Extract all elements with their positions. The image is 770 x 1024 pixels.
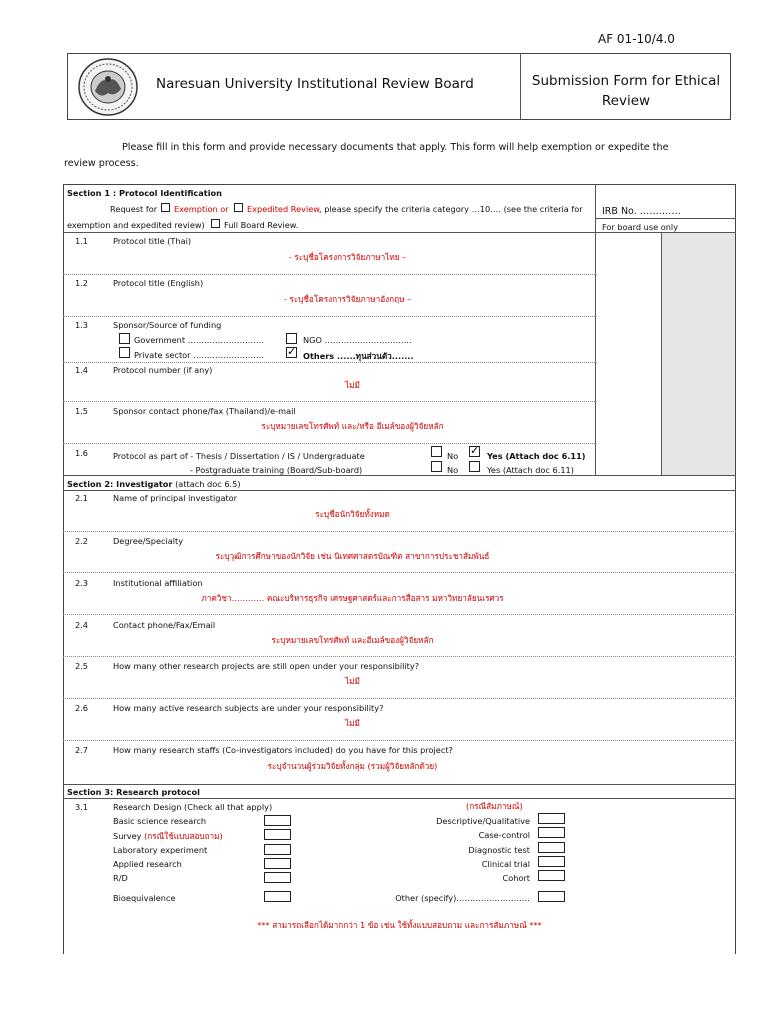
intro-line2: review process.: [64, 158, 139, 169]
protocol-number-label: Protocol number (if any): [113, 365, 213, 375]
others-checkbox-checked[interactable]: [286, 347, 297, 358]
design-survey-wrap: [113, 830, 223, 843]
diagnostic-checkbox[interactable]: [538, 842, 565, 853]
protocol-title-thai-label: Protocol title (Thai): [113, 236, 192, 246]
survey-note: (กรณีใช้แบบสอบถาม): [141, 831, 223, 841]
criteria-text: , please specify the criteria category …10…. (see the criteria for: [319, 204, 583, 214]
design-descriptive: Descriptive/Qualitative: [436, 816, 530, 826]
research-staffs-value[interactable]: ระบุจำนวนผู้ร่วมวิจัยทั้งกลุ่ม (รวมผู้วิจัยหลักด้วย): [267, 761, 438, 771]
design-diagnostic: Diagnostic test: [468, 845, 530, 855]
board-use-label: For board use only: [602, 222, 679, 232]
full-board-checkbox[interactable]: [211, 219, 220, 228]
form-title-line1: Submission Form for Ethical: [531, 73, 721, 89]
government-label: Government ……………………….: [134, 335, 264, 345]
other-projects-label: How many other research projects are still open under your responsibility?: [113, 661, 420, 671]
design-clinical-trial: Clinical trial: [481, 859, 530, 869]
item-1-1-num: 1.1: [75, 236, 89, 246]
protocol-title-english-value[interactable]: - ระบุชื่อโครงการวิจัยภาษาอังกฤษ –: [283, 294, 412, 304]
research-staffs-label: How many research staffs (Co-investigators included) do you have for this project?: [113, 745, 453, 755]
others-label: Others ......ทุนส่วนตัว.......: [303, 351, 414, 361]
item-1-6-num: 1.6: [75, 448, 89, 458]
postgrad-no-checkbox[interactable]: [431, 461, 442, 472]
active-subjects-label: How many active research subjects are under your responsibility?: [113, 703, 384, 713]
section1-title: Section 1 : Protocol Identification: [67, 188, 222, 198]
thesis-yes-checkbox-checked[interactable]: [469, 446, 480, 457]
item-2-6-num: 2.6: [75, 703, 89, 713]
postgraduate-training-label: - Postgraduate training (Board/Sub-board): [190, 465, 363, 475]
expedited-label: Expedited Review: [247, 204, 320, 214]
other-checkbox[interactable]: [538, 891, 565, 902]
section2-title-wrap: [67, 479, 241, 489]
institutional-affiliation-label: Institutional affiliation: [113, 578, 203, 588]
item-2-1-num: 2.1: [75, 493, 89, 503]
cohort-checkbox[interactable]: [538, 870, 565, 881]
item-1-4-num: 1.4: [75, 365, 89, 375]
research-design-label: Research Design (Check all that apply): [113, 802, 273, 812]
applied-research-checkbox[interactable]: [264, 858, 291, 869]
design-applied: Applied research: [113, 859, 182, 869]
sponsor-contact-label: Sponsor contact phone/fax (Thailand)/e-mail: [113, 406, 296, 416]
principal-investigator-label: Name of principal investigator: [113, 493, 238, 503]
item-1-2-num: 1.2: [75, 278, 89, 288]
rd-checkbox[interactable]: [264, 872, 291, 883]
contact-phone-label: Contact phone/Fax/Email: [113, 620, 216, 630]
survey-checkbox[interactable]: [264, 829, 291, 840]
clinical-trial-checkbox[interactable]: [538, 856, 565, 867]
exemption-label: Exemption or: [174, 204, 229, 214]
design-case-control: Case-control: [478, 830, 530, 840]
basic-science-checkbox[interactable]: [264, 815, 291, 826]
ngo-checkbox[interactable]: [286, 333, 297, 344]
principal-investigator-value[interactable]: ระบุชื่อนักวิจัยทั้งหมด: [315, 509, 390, 519]
expedited-checkbox[interactable]: [234, 203, 243, 212]
design-other: Other (specify)………………………: [395, 893, 530, 903]
interview-note: (กรณีสัมภาษณ์): [466, 801, 523, 811]
postgrad-yes-label: Yes (Attach doc 6.11): [487, 465, 574, 475]
item-2-4-num: 2.4: [75, 620, 89, 630]
bioequivalence-checkbox[interactable]: [264, 891, 291, 902]
item-2-5-num: 2.5: [75, 661, 89, 671]
checkmark-icon: ✓: [470, 444, 480, 457]
design-bioequivalence: Bioequivalence: [113, 893, 176, 903]
item-2-2-num: 2.2: [75, 536, 89, 546]
design-cohort: Cohort: [502, 873, 530, 883]
funding-source-label: Sponsor/Source of funding: [113, 320, 222, 330]
university-seal-logo: [77, 57, 139, 117]
degree-specialty-value[interactable]: ระบุวุฒิการศึกษาของนักวิจัย เช่น นิเทศศาสตรบัณฑิต สาขาการประชาสัมพันธ์: [215, 551, 490, 561]
laboratory-checkbox[interactable]: [264, 844, 291, 855]
exemption-expedited-line2: exemption and expedited review): [67, 220, 205, 230]
exemption-checkbox[interactable]: [161, 203, 170, 212]
protocol-title-english-label: Protocol title (English): [113, 278, 204, 288]
private-sector-checkbox[interactable]: [119, 347, 130, 358]
design-rd: R/D: [113, 873, 128, 883]
protocol-number-value[interactable]: ไม่มี: [345, 380, 360, 390]
case-control-checkbox[interactable]: [538, 827, 565, 838]
sponsor-contact-value[interactable]: ระบุหมายเลขโทรศัพท์ และ/หรือ อีเมล์ของผู้วิจัยหลัก: [261, 421, 444, 431]
protocol-part-of-label: Protocol as part of - Thesis / Dissertation / IS / Undergraduate: [113, 451, 365, 461]
private-sector-label: Private sector ……………………..: [134, 350, 264, 360]
full-board-label: Full Board Review.: [224, 220, 299, 230]
contact-phone-value[interactable]: ระบุหมายเลขโทรศัพท์ และอีเมล์ของผู้วิจัยหลัก: [271, 635, 434, 645]
institutional-affiliation-value[interactable]: ภาควิชา………… คณะบริหารธุรกิจ เศรษฐศาสตร์และการสื่อสาร มหาวิทยาลัยนเรศวร: [201, 593, 504, 603]
request-for-label: Request for: [110, 204, 158, 214]
form-title-line2: Review: [601, 93, 651, 109]
intro-line1: Please fill in this form and provide necessary documents that apply. This form will help exemption or expedite the: [122, 142, 669, 153]
thesis-no-checkbox[interactable]: [431, 446, 442, 457]
section3-footer-note: *** สามารถเลือกได้มากกว่า 1 ข้อ เช่น ใช้ทั้งแบบสอบถาม และการสัมภาษณ์ ***: [257, 920, 542, 930]
postgrad-no-label: No: [447, 465, 459, 475]
item-2-7-num: 2.7: [75, 745, 89, 755]
thesis-no-label: No: [447, 451, 459, 461]
org-title: Naresuan University Institutional Review Board: [156, 76, 474, 92]
design-basic-science: Basic science research: [113, 816, 207, 826]
checkmark-icon: ✓: [287, 345, 297, 358]
ngo-label: NGO …………………………..: [303, 335, 412, 345]
irb-number-field[interactable]: IRB No. ………….: [602, 206, 681, 217]
item-2-3-num: 2.3: [75, 578, 89, 588]
active-subjects-value[interactable]: ไม่มี: [345, 718, 360, 728]
design-laboratory: Laboratory experiment: [113, 845, 208, 855]
section2-title: Section 2: Investigator: [67, 479, 173, 489]
degree-specialty-label: Degree/Specialty: [113, 536, 184, 546]
item-1-3-num: 1.3: [75, 320, 89, 330]
other-projects-value[interactable]: ไม่มี: [345, 676, 360, 686]
section2-title-suffix: (attach doc 6.5): [172, 479, 241, 489]
postgrad-yes-checkbox[interactable]: [469, 461, 480, 472]
section3-title: Section 3: Research protocol: [67, 787, 200, 797]
item-1-5-num: 1.5: [75, 406, 89, 416]
design-survey: Survey: [113, 831, 142, 841]
item-3-1-num: 3.1: [75, 802, 89, 812]
descriptive-checkbox[interactable]: [538, 813, 565, 824]
government-checkbox[interactable]: [119, 333, 130, 344]
thesis-yes-label: Yes (Attach doc 6.11): [487, 451, 586, 461]
form-code: AF 01-10/4.0: [598, 32, 675, 46]
protocol-title-thai-value[interactable]: - ระบุชื่อโครงการวิจัยภาษาไทย –: [288, 252, 407, 262]
